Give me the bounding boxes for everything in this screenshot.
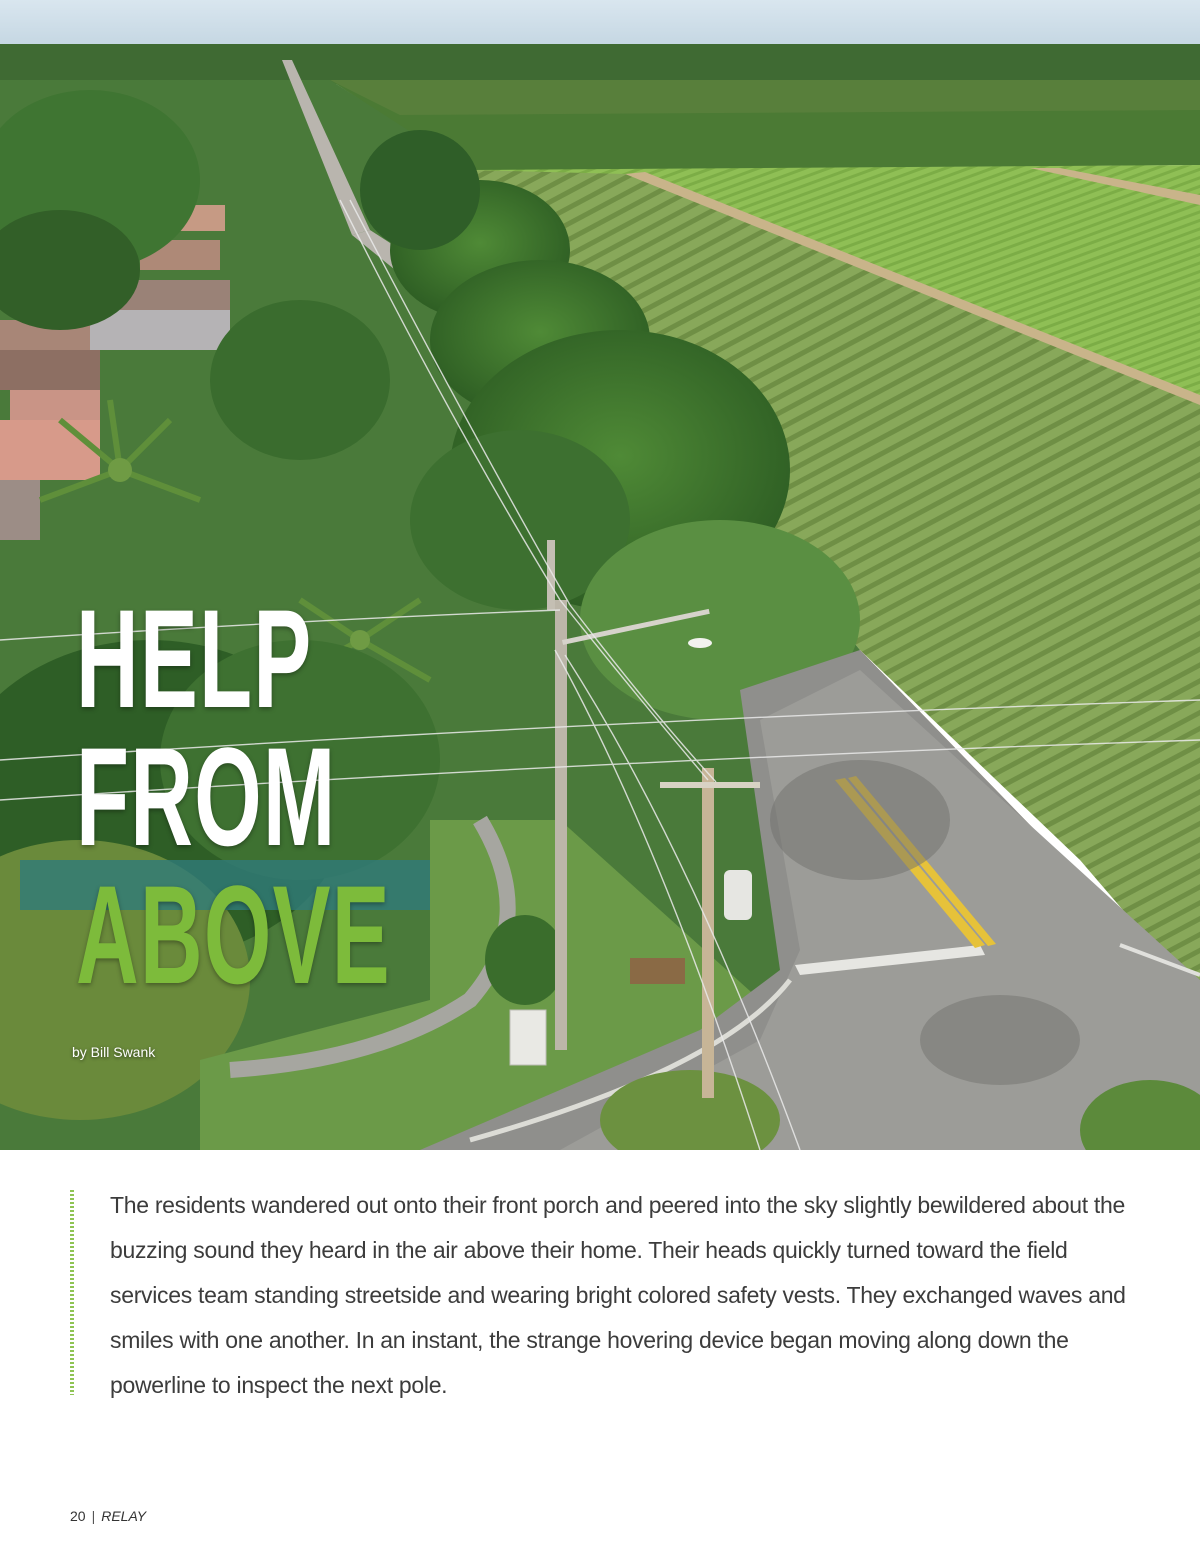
headline-line-1: HELP	[76, 580, 313, 737]
byline: by Bill Swank	[72, 1044, 156, 1060]
headline-line-3: ABOVE	[76, 856, 391, 1013]
page-folio	[70, 1508, 146, 1524]
page-number: 20	[70, 1508, 86, 1524]
magazine-name: RELAY	[101, 1508, 147, 1524]
intro-paragraph: The residents wandered out onto their front porch and peered into the sky slightly bewildered about the buzzing sound they heard in the air above their home. Their heads quickly turned toward the field services team standing streetside and wearing bright colored safety vests. They exchanged waves and smiles with one another. In an instant, the strange hovering device began moving along down the powerline to inspect the next pole.	[110, 1192, 1126, 1398]
folio-separator: |	[91, 1508, 96, 1524]
headline	[76, 580, 391, 1013]
headline-line-2: FROM	[76, 718, 337, 875]
intro-dotted-rule	[70, 1190, 74, 1395]
